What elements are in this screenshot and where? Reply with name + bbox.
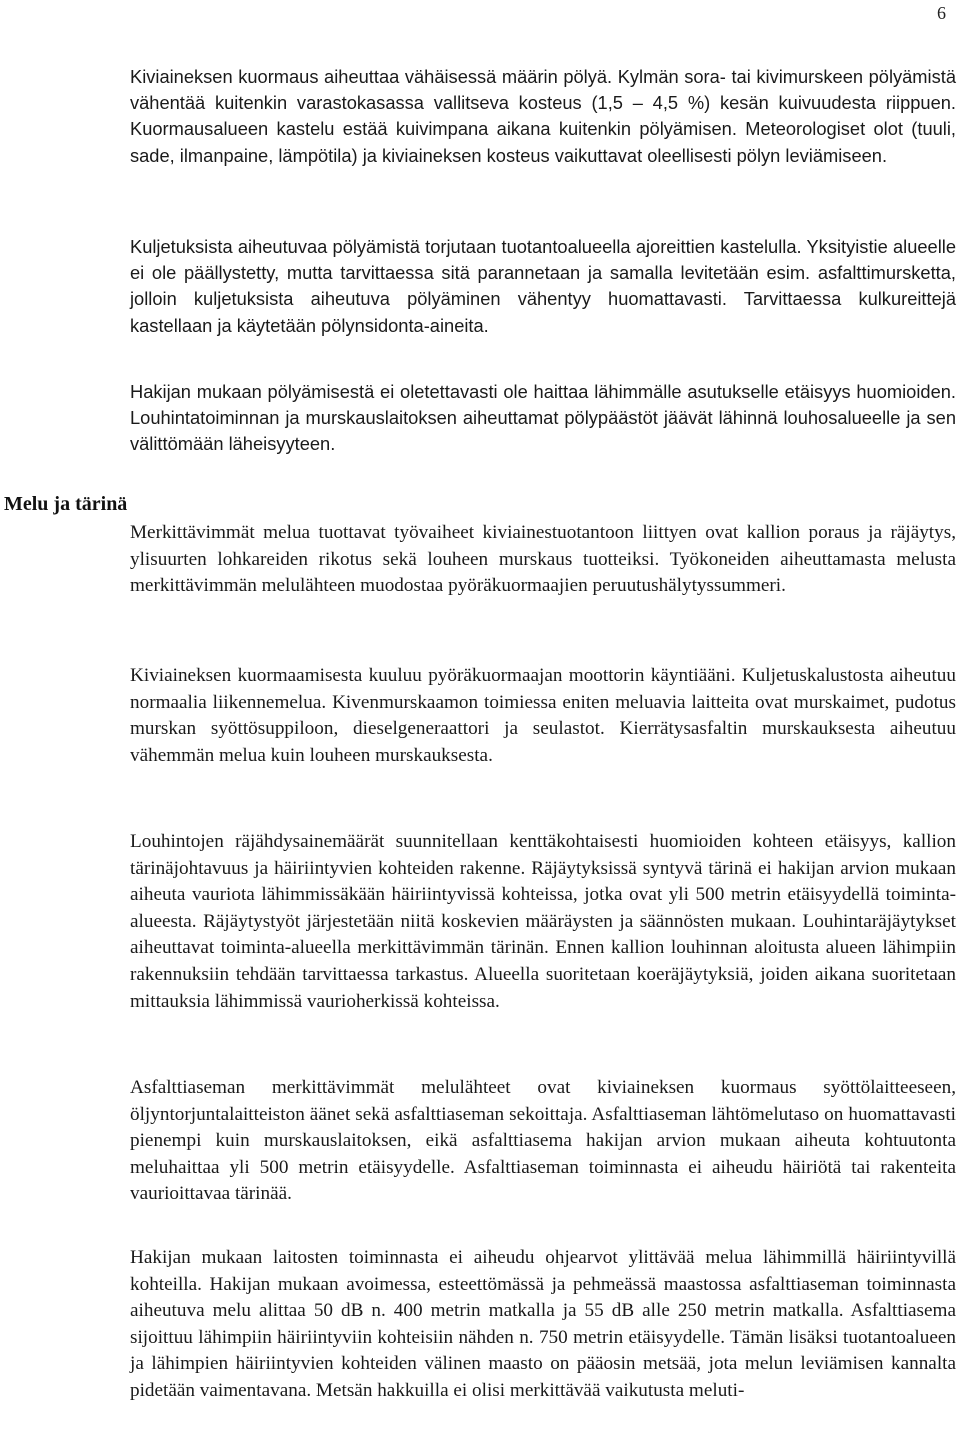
paragraph-dust-transport: Kuljetuksista aiheutuvaa pölyämistä torjutaan tuotantoalueella ajoreittien kastelulla. Yksityistie alueelle ei ole päällystetty, mutta tarvittaessa sitä parannetaan ja samalla levitetään esim. asfalttimursketta, jolloin kuljetuksista aiheutuva pölyäminen vähentyy huomattavasti. Tarvittaessa kulkureittejä kastellaan ja käytetään pölynsidonta-aineita. xyxy=(130,236,956,336)
paragraph-noise-loading: Kiviaineksen kuormaamisesta kuuluu pyöräkuormaajan moottorin käyntiääni. Kuljetuskalustosta aiheutuu normaalia liikennemelua. Kivenmurskaamon toimiessa eniten meluavia laitteita ovat murskaimet, pudotus murskan syöttösuppiloon, dieselgeneraattori ja seulastot. Kierrätysasfaltin murskauksesta aiheutuu vähemmän melua kuin louheen murskauksesta. xyxy=(130,665,956,766)
section-heading: Melu ja tärinä xyxy=(4,493,128,515)
paragraph-vibration: Louhintojen räjähdysainemäärät suunnitellaan kenttäkohtaisesti huomioiden kohteen etäisyys, kallion tärinäjohtavuus ja häiriintyvien kohteiden rakenne. Räjäytyksissä syntyvä tärinä ei hakijan arvion mukaan aiheuta vauriota lähimmissäkään häiriintyvissä kohteissa, jotka ovat yli 500 metrin etäisyydellä toiminta-alueesta. Räjäytystyöt järjestetään niitä koskevien määräysten ja säännösten mukaan. Louhintaräjäytykset aiheuttavat toiminta-alueella merkittävimmän tärinän. Ennen kallion louhinnan aloitusta alueen lähimpiin rakennuksiin tehdään tarvittaessa tarkastus. Alueella suoritetaan koeräjäytyksiä, joiden aikana suoritetaan mittauksia lähimmissä vaurioherkissä kohteissa. xyxy=(130,831,956,1012)
paragraph-noise-limits: Hakijan mukaan laitosten toiminnasta ei aiheudu ohjearvot ylittävää melua lähimmillä häiriintyvillä kohteilla. Hakijan mukaan avoimessa, esteettömässä ja pehmeässä maastossa asfalttiaseman toiminnasta aiheutuva melu alittaa 50 dB n. 400 metrin matkalla ja 55 dB alle 250 metrin matkalla. Asfalttiasema sijoittuu lähimpiin häiriintyviin kohteisiin nähden n. 750 metrin etäisyydelle. Tämän lisäksi tuotantoalueen ja lähimpien häiriintyvien kohteiden välinen maasto on pääosin metsää, jota melun leviämisen kannalta pidetään vaimentavana. Metsän hakkuilla ei olisi merkittävää vaikutusta meluti- xyxy=(130,1247,956,1401)
paragraph-asphalt-station: Asfalttiaseman merkittävimmät melulähteet ovat kiviaineksen kuormaus syöttölaitteeseen, öljyntorjuntalaitteiston äänet sekä asfalttiaseman sekoittaja. Asfalttiaseman lähtömelutaso on huomattavasti pienempi kuin murskauslaitoksen, eikä asfalttiasema hakijan arvion mukaan aiheuta kohtuutonta meluhaittaa yli 500 metrin etäisyydelle. Asfalttiaseman toiminnasta ei aiheudu häiriötä tai rakenteita vaurioittavaa tärinää. xyxy=(130,1077,956,1205)
paragraph-noise-sources: Merkittävimmät melua tuottavat työvaiheet kiviainestuotantoon liittyen ovat kallion poraus ja räjäytys, ylisuurten lohkareiden rikotus sekä louheen murskaus tuotteiksi. Työkoneiden aiheuttamasta melusta merkittävimmän melulähteen muodostaa pyöräkuormaajien peruutushälytyssummeri. xyxy=(130,522,956,597)
paragraph-dust-loading: Kiviaineksen kuormaus aiheuttaa vähäisessä määrin pölyä. Kylmän sora- tai kivimurskeen pölyämistä vähentää kuitenkin varastokasassa vallitseva kosteus (1,5 – 4,5 %) kesän kuivuudesta riippuen. Kuormausalueen kastelu estää kuivimpana aikana kuitenkin pölyämisen. Meteorologiset olot (tuuli, sade, ilmanpaine, lämpötila) ja kiviaineksen kosteus vaikuttavat oleellisesti pölyn leviämiseen. xyxy=(130,66,956,166)
page-number: 6 xyxy=(937,3,946,23)
paragraph-dust-residents: Hakijan mukaan pölyämisestä ei oletettavasti ole haittaa lähimmälle asutukselle etäisyys huomioiden. Louhintatoiminnan ja murskauslaitoksen aiheuttamat pölypäästöt jäävät lähinnä louhosalueelle ja sen välittömään läheisyyteen. xyxy=(130,381,956,455)
